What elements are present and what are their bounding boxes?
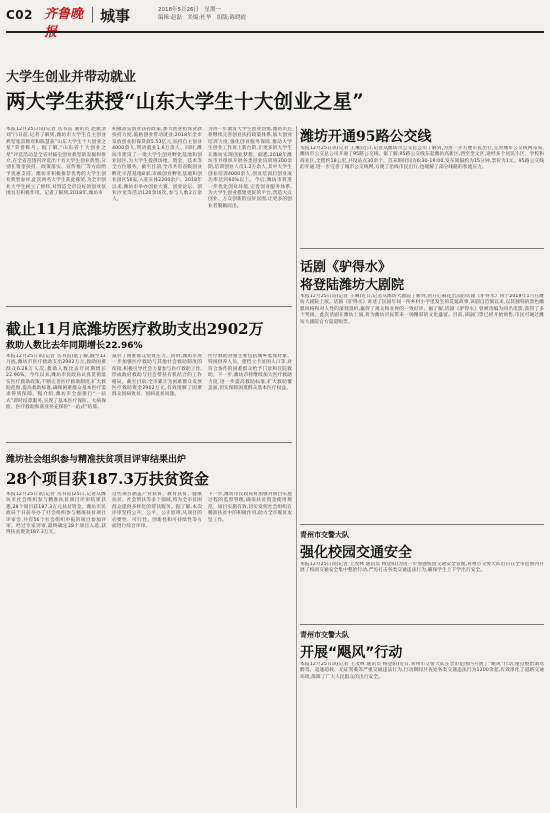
article-divider [300, 524, 544, 525]
masthead-date: 2018年5月26日 星期一 [158, 7, 221, 13]
masthead-meta [158, 6, 246, 22]
masthead [6, 4, 544, 30]
article1-column-2: 积极落实创业扶持政策,加大创业担保贷款扶持力度,鼓励创业带动就业,2018年全市发放创业担保贷款5.53亿元,扶持自主创业4000余人,带动就业1.6万余人。同时,潍坊市建设了一批大学生创业孵化基地和创业园区,为大学生提供场地、资金、技术等全方位服务。截至目前,全市共有省级创业孵化示范基地8家,市级创业孵化基地和创业园区56家,入驻实体2200余户。2018年以来,潍坊市举办创业大赛、创业论坛、创业沙龙等活动120余场次,参与人数2万余人。 [112, 127, 202, 203]
article1-headline: 两大学生获授“山东大学生十大创业之星” [6, 90, 364, 113]
article7-body: 本报12月25日讯(记者 王茂林 通讯员 杨登阳)近日,青州市交警大队在全市范围内开展了“飓风”行动,重点整治酒驾醉驾、超速超载、无证驾驶等严重交通违法行为,行动期间共查处各类交通违法行为1200余起,有效净化了道路交通环境,保障了广大人民群众的出行安全。 [300, 662, 544, 680]
article6-label: 青州市交警大队 [300, 531, 349, 539]
article2-subhead: 救助人数比去年同期增长22.96% [6, 341, 143, 351]
newspaper-logo: 齐鲁晚 [44, 7, 84, 22]
article-divider [300, 248, 544, 249]
article2-column-2: 减轻了困难群众垫资压力。同时,潍坊市进一步加强医疗救助与其他社会救助制度的衔接,积极引导社会力量参与医疗救助工作,形成政府救助与社会帮扶有机结合的工作格局。截至目前,全市累计为困难群众发放医疗救助资金2902万元,有效缓解了困难群众因病致贫、因病返贫问题。 [112, 354, 202, 398]
article6-body: 本报12月25日讯(记者 王茂林 通讯员 杨登阳)为进一步加强校园交通安全管理,青州市交警大队近日在全市范围内开展了校园交通安全集中整治行动,严厉打击各类交通违法行为,确保学生上下学出行安全。 [300, 562, 544, 574]
article-divider [6, 306, 292, 307]
article2-headline: 截止11月底潍坊医疗救助支出2902万 [6, 320, 264, 338]
article7-headline: 开展“飓风”行动 [300, 645, 403, 661]
page-number: C02 [6, 8, 34, 22]
article1-column-1: 本报12月25日讯(记者 丛书雷 通讯员 赵航清 刘宁)日前,记者了解到,潍坊市大学生自主创业典型张雷郎对和陈慧获“山东大学生十大创业之星”荣誉称号。据了解,“山东省十大创业之星”评选活动是全省对拔尖创业典型的发掘和推介,在全省范围内评选出十名大学生创业典型,分别在资金扶持、政策落实、宣传推广等方面给予优惠支持。潍坊市积极推荐优秀的大学生创业典型参评,此次两名大学生获此殊荣,为全市创业大学生树立了榜样,对营造全市良好的创业氛围具有积极作用。记者了解到,2018年,潍坊市 [6, 127, 106, 197]
article5-body: 本报12月25日讯(记者 王琳)近日,记者从潍坊大剧院了解到,由开心麻花出品的话剧《驴得水》将于2019年1月在潍坊大剧院上演。话剧《驴得水》讲述了民国年间一所乡村小学里发生的荒诞故事,该剧自首演以来,以其独特的黑色幽默风格和对人性的深刻剖析,赢得了观众和业界的一致好评。据了解,话剧《驴得水》曾被改编为同名电影,获得了多个奖项。此次话剧在潍坊上演,将为潍坊市民带来一场精彩的文化盛宴。目前,该剧门票已经开始预售,市民可通过潍坊大剧院官方渠道购票。 [300, 294, 544, 325]
article-divider [300, 624, 544, 625]
article3-column-1: 本报12月25日讯(记者 丛书雷)25日,记者从潍坊市社会组织参与精准扶贫项目评审结果获悉,28个项目获187.3万元扶贫资金。潍坊市民政局于日前举办了社会组织参与精准扶贫项目评审会,共有56个社会组织申报的项目参加评审。经过专家评审,最终确定28个项目入选,获得扶贫资金187.3万元, [6, 492, 106, 536]
article3-column-3: 下一步,潍坊市民政局将加强对项目实施过程的监督管理,确保扶贫资金使用规范、项目实施有效,切实发挥社会组织在精准扶贫中的积极作用,助力全市脱贫攻坚工作。 [208, 492, 292, 523]
article1-column-3: 为进一步激发大学生创业热情,潍坊市还将继续完善创业扶持政策体系,加大创业培训力度,强化创业服务保障,推动大学生创业工作再上新台阶,让更多的大学生在潍坊实现创业梦想。据悉,2018年潍坊市共组织开展各类创业培训班300余期,培训创业人员1.2万余人,其中大学生创业培训4000余人,创业培训后创业成功率达到60%以上。今后,潍坊市将进一步优化创业环境,完善创业服务体系,为大学生创业搭建更好的平台,营造大众创业、万众创新的良好氛围,让更多的创业者脱颖而出。 [208, 127, 292, 209]
article3-kicker: 潍坊社会组织参与精准扶贫项目评审结果出炉 [6, 455, 187, 465]
article2-column-1: 本报12月25日讯(记者 丛书雷)据了解,截至11月底,潍坊市医疗救助支出2902万元,救助困难群众6.28万人次,救助人数比去年同期增长22.96%。今年以来,潍坊市民政局认真贯彻落实医疗救助政策,不断完善医疗救助制度,扩大救助范围,提高救助标准,确保困难群众基本医疗需求得到保障。据介绍,潍坊市全面推行“一站式”即时结算服务,实现了基本医疗保险、大病保险、医疗救助和商业补充保险“一站式”结算, [6, 354, 106, 411]
article5-headline-line2: 将登陆潍坊大剧院 [300, 278, 405, 293]
column-divider [296, 126, 297, 808]
article7-label: 青州市交警大队 [300, 631, 349, 639]
section-title: 城事 [100, 7, 131, 25]
masthead-editors: 编辑:赵磊 美编:杜华 组版:陈晓霞 [158, 15, 247, 21]
article5-headline-line1: 话剧《驴得水》 [300, 260, 392, 275]
article-divider [6, 442, 292, 443]
masthead-divider [92, 7, 93, 23]
article3-headline: 28个项目获187.3万扶贫资金 [6, 470, 209, 488]
article4-body: 本报12月25日讯(记者 王琳)近日,记者从潍坊市公交总公司了解到,为进一步方便市民出行,完善城市公交线网布局,潍坊市公交总公司开通了95路公交线。据了解,95路公交线东起潍坊高新区,西至奎文区,途经多个居民小区、学校和商业区,全程约18公里,共设站点30余个。首末班时间为6:30-19:00,发车间隔约为15分钟,票价为1元。95路公交线的开通,进一步完善了城市公交线网,方便了沿线市民出行,也缓解了部分线路的客流压力。 [300, 146, 544, 171]
article1-kicker: 大学生创业并带动就业 [6, 70, 137, 85]
article2-column-3: 医疗救助对象主要包括城乡低保对象、特困供养人员、建档立卡贫困人口等,对符合条件的困难群众给予门诊和住院救助。下一步,潍坊市将继续加大医疗救助力度,进一步提高救助标准,扩大救助覆盖面,切实保障困难群众基本医疗权益。 [208, 354, 292, 392]
masthead-rule [6, 31, 544, 33]
article3-column-2: 这些项目涵盖产业扶贫、教育扶贫、健康扶贫、社会帮扶等多个领域,将为全市贫困群众提供多样化的帮扶服务。据了解,本次评审坚持公开、公平、公正原则,从项目的必要性、可行性、创新性和可持续性等方面进行综合评审。 [112, 492, 202, 530]
article4-headline: 潍坊开通95路公交线 [300, 129, 432, 145]
article6-headline: 强化校园交通安全 [300, 545, 412, 561]
